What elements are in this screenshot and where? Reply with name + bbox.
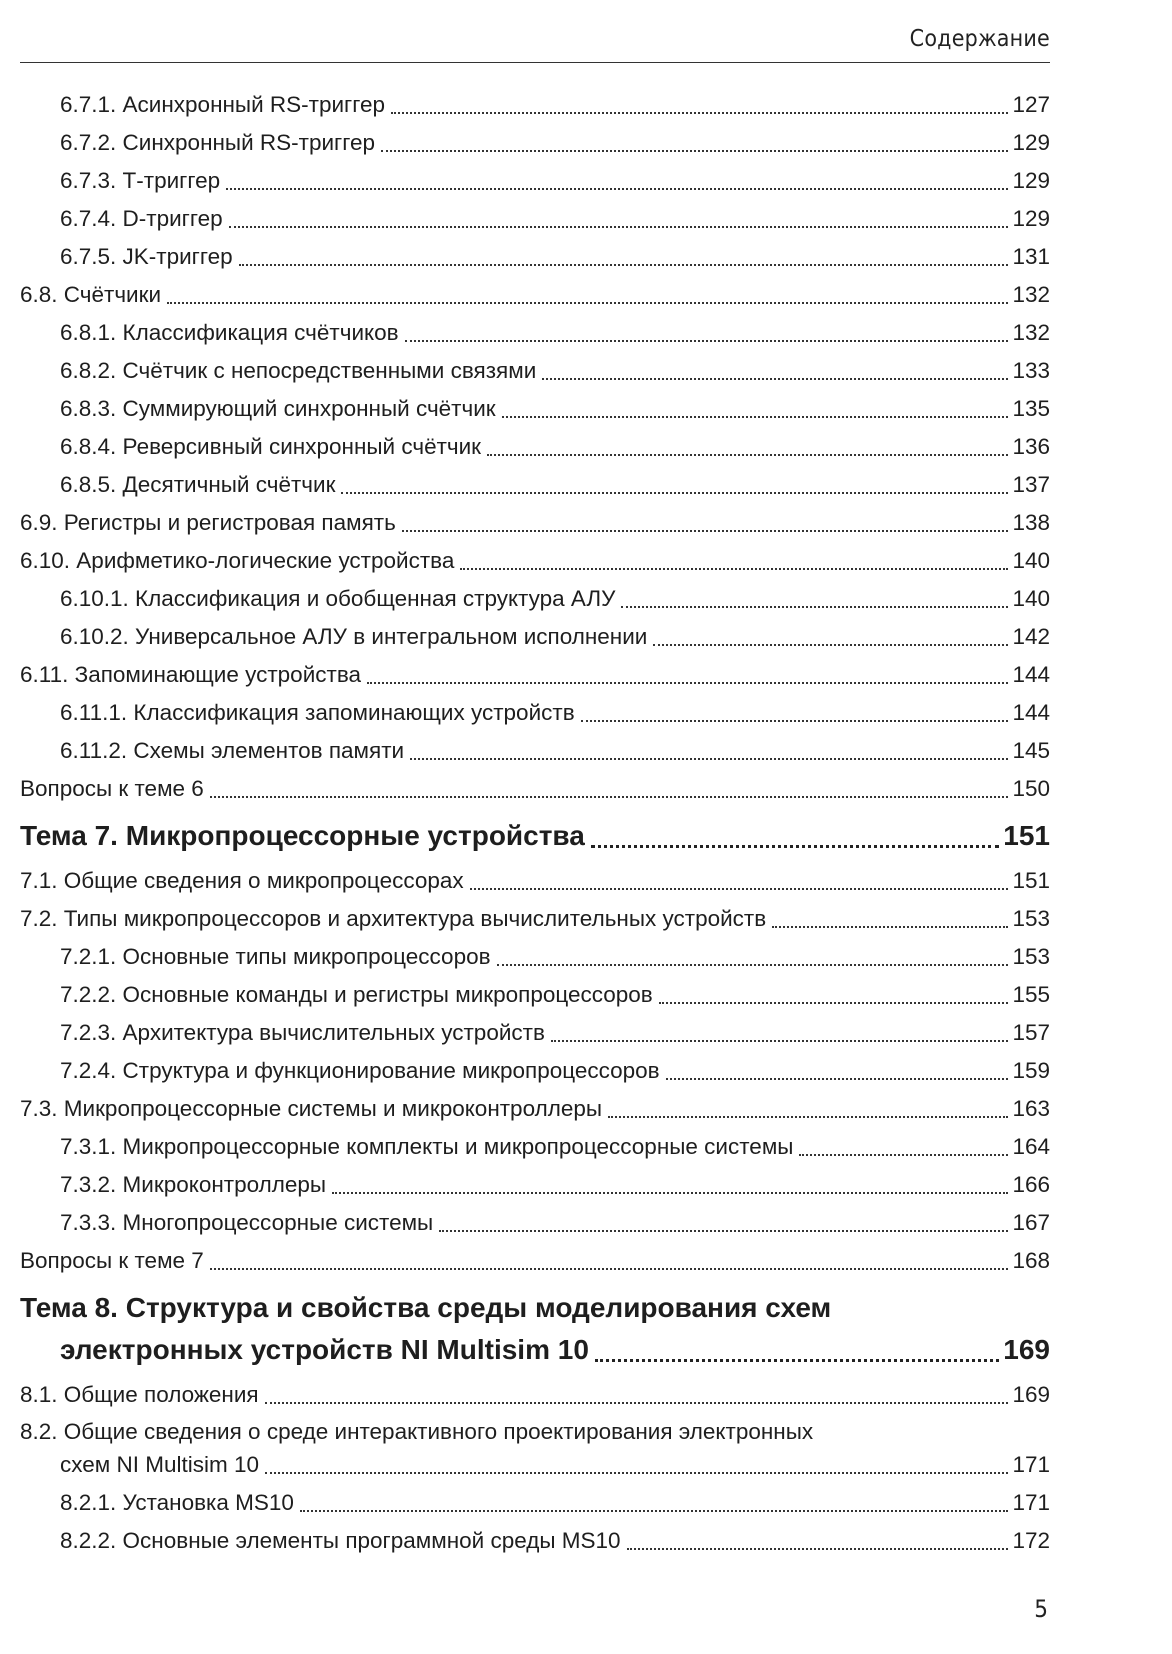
toc-page-number: 142 — [1012, 624, 1050, 649]
toc-page-number: 167 — [1012, 1210, 1050, 1235]
dot-leader — [226, 162, 1008, 200]
toc-section-entry[interactable] — [20, 1242, 1050, 1280]
toc-subsection-entry[interactable] — [20, 390, 1050, 428]
dot-leader — [666, 1052, 1009, 1090]
dot-leader — [653, 618, 1008, 656]
toc-page-number: 150 — [1012, 776, 1050, 801]
toc-subsection-entry[interactable] — [20, 314, 1050, 352]
toc-entry-title: 6.7.2. Синхронный RS-триггер — [60, 130, 375, 155]
dot-leader — [367, 656, 1008, 694]
dot-leader — [591, 822, 999, 860]
dot-leader — [542, 352, 1008, 390]
dot-leader — [659, 976, 1009, 1014]
toc-page-number: 153 — [1012, 906, 1050, 931]
dot-leader — [487, 428, 1008, 466]
toc-page-number: 127 — [1012, 92, 1050, 117]
toc-subsection-entry[interactable] — [20, 580, 1050, 618]
toc-entry-title: 8.1. Общие положения — [20, 1382, 259, 1407]
toc-topic-title[interactable]: Тема 8. Структура и свойства среды моделирования схем — [20, 1292, 832, 1323]
toc-entry-title: 7.2.2. Основные команды и регистры микропроцессоров — [60, 982, 653, 1007]
dot-leader — [608, 1090, 1008, 1128]
toc-entry-title: 6.10.1. Классификация и обобщенная структура АЛУ — [60, 586, 616, 611]
toc-page-number: 144 — [1012, 662, 1050, 687]
toc-entry-title: 6.8.1. Классификация счётчиков — [60, 320, 399, 345]
toc-section-entry[interactable] — [20, 862, 1050, 900]
dot-leader — [341, 466, 1008, 504]
toc-entry-title: 7.2.3. Архитектура вычислительных устройств — [60, 1020, 545, 1045]
toc-entry-title: 6.7.5. JK-триггер — [60, 244, 233, 269]
toc-section-title[interactable]: 8.2. Общие сведения о среде интерактивного проектирования электронных — [20, 1419, 814, 1444]
toc-page-number: 153 — [1012, 944, 1050, 969]
toc-subsection-entry[interactable] — [20, 1052, 1050, 1090]
toc-entry-title: 6.10. Арифметико-логические устройства — [20, 548, 455, 573]
dot-leader — [581, 694, 1009, 732]
toc-entry-title: 6.8.4. Реверсивный синхронный счётчик — [60, 434, 482, 459]
toc-section-entry[interactable] — [20, 770, 1050, 808]
toc-entry-title: Вопросы к теме 6 — [20, 776, 204, 801]
dot-leader — [439, 1204, 1008, 1242]
dot-leader — [239, 238, 1009, 276]
toc-entry-title: 7.2. Типы микропроцессоров и архитектура вычислительных устройств — [20, 906, 767, 931]
dot-leader — [410, 732, 1008, 770]
dot-leader — [300, 1484, 1009, 1522]
toc-page-number: 131 — [1012, 244, 1050, 269]
dot-leader — [265, 1446, 1008, 1484]
dot-leader — [772, 900, 1008, 938]
toc-entry-title: 6.8. Счётчики — [20, 282, 162, 307]
toc-entry-title: 6.8.3. Суммирующий синхронный счётчик — [60, 396, 496, 421]
toc-page-number: 163 — [1012, 1096, 1050, 1121]
toc-page-number: 144 — [1012, 700, 1050, 725]
toc-page-number: 171 — [1012, 1490, 1050, 1515]
toc-entry-title: 6.11.2. Схемы элементов памяти — [60, 738, 405, 763]
dot-leader — [229, 200, 1009, 238]
toc-subsection-entry[interactable] — [20, 1166, 1050, 1204]
toc-section-entry[interactable] — [20, 1446, 1050, 1484]
toc-page-number: 145 — [1012, 738, 1050, 763]
toc-entry-title: Вопросы к теме 7 — [20, 1248, 204, 1273]
toc-page-number: 129 — [1012, 130, 1050, 155]
toc-section-entry[interactable] — [20, 656, 1050, 694]
toc-entry-title: схем NI Multisim 10 — [60, 1452, 260, 1477]
toc-entry-title: 7.1. Общие сведения о микропроцессорах — [20, 868, 464, 893]
toc-entry-title: 6.7.3. Т-триггер — [60, 168, 221, 193]
toc-page-number: 166 — [1012, 1172, 1050, 1197]
toc-page-number: 132 — [1012, 282, 1050, 307]
toc-page-number: 159 — [1012, 1058, 1050, 1083]
dot-leader — [497, 938, 1009, 976]
toc-page-number: 164 — [1012, 1134, 1050, 1159]
dot-leader — [502, 390, 1009, 428]
toc-entry-title: 7.3.1. Микропроцессорные комплекты и микропроцессорные системы — [60, 1134, 794, 1159]
toc-subsection-entry[interactable] — [20, 86, 1050, 124]
toc-entry-title: электронных устройств NI Multisim 10 — [60, 1334, 589, 1365]
toc-page-number: 155 — [1012, 982, 1050, 1007]
dot-leader — [167, 276, 1008, 314]
toc-page-number: 137 — [1012, 472, 1050, 497]
dot-leader — [551, 1014, 1009, 1052]
page-number: 5 — [1034, 1595, 1048, 1623]
toc-page-number: 157 — [1012, 1020, 1050, 1045]
dot-leader — [405, 314, 1009, 352]
toc-entry-title: 7.3.2. Микроконтроллеры — [60, 1172, 327, 1197]
dot-leader — [621, 580, 1008, 618]
running-header: Содержание — [909, 26, 1050, 52]
dot-leader — [265, 1376, 1009, 1414]
toc-page-number: 169 — [1012, 1382, 1050, 1407]
toc-subsection-entry[interactable] — [20, 1522, 1050, 1560]
toc-subsection-entry[interactable] — [20, 618, 1050, 656]
toc-page-number: 132 — [1012, 320, 1050, 345]
toc-subsection-entry[interactable] — [20, 732, 1050, 770]
toc-subsection-entry[interactable] — [20, 1014, 1050, 1052]
toc-page-number: 169 — [1003, 1334, 1050, 1365]
header-rule — [20, 62, 1050, 63]
toc-subsection-entry[interactable] — [20, 976, 1050, 1014]
toc-entry-title: 6.7.4. D-триггер — [60, 206, 223, 231]
toc-page-number: 168 — [1012, 1248, 1050, 1273]
toc-entry-title: 6.7.1. Асинхронный RS-триггер — [60, 92, 385, 117]
toc-subsection-entry[interactable] — [20, 238, 1050, 276]
toc-entry-title: 7.3.3. Многопроцессорные системы — [60, 1210, 434, 1235]
dot-leader — [391, 86, 1008, 124]
toc-subsection-entry[interactable] — [20, 162, 1050, 200]
toc-entry-title: 6.10.2. Универсальное АЛУ в интегральном исполнении — [60, 624, 648, 649]
toc-topic-entry[interactable] — [20, 1326, 1050, 1374]
toc-section-entry[interactable] — [20, 276, 1050, 314]
toc-subsection-entry[interactable] — [20, 694, 1050, 732]
toc-entry-title: 6.11.1. Классификация запоминающих устройств — [60, 700, 575, 725]
toc-entry-title: 6.9. Регистры и регистровая память — [20, 510, 396, 535]
dot-leader — [470, 862, 1009, 900]
toc-section-entry[interactable] — [20, 542, 1050, 580]
toc-subsection-entry[interactable] — [20, 938, 1050, 976]
toc-entry-title: 8.2.2. Основные элементы программной среды MS10 — [60, 1528, 621, 1553]
toc-subsection-entry[interactable] — [20, 1484, 1050, 1522]
toc-subsection-entry[interactable] — [20, 200, 1050, 238]
toc-topic-entry[interactable] — [20, 812, 1050, 860]
dot-leader — [799, 1128, 1008, 1166]
toc-section-entry[interactable] — [20, 504, 1050, 542]
dot-leader — [402, 504, 1009, 542]
toc-page-number: 135 — [1012, 396, 1050, 421]
toc-page-number: 151 — [1003, 820, 1050, 851]
dot-leader — [332, 1166, 1008, 1204]
table-of-contents — [20, 86, 1050, 1560]
dot-leader — [381, 124, 1008, 162]
toc-section-entry[interactable] — [20, 1090, 1050, 1128]
toc-page-number: 172 — [1012, 1528, 1050, 1553]
toc-page-number: 151 — [1012, 868, 1050, 893]
toc-entry-title: 7.2.4. Структура и функционирование микропроцессоров — [60, 1058, 660, 1083]
toc-subsection-entry[interactable] — [20, 124, 1050, 162]
toc-entry-title: 8.2.1. Установка MS10 — [60, 1490, 294, 1515]
dot-leader — [595, 1336, 999, 1374]
toc-section-entry[interactable] — [20, 1376, 1050, 1414]
toc-entry-title: Тема 7. Микропроцессорные устройства — [20, 820, 585, 851]
toc-subsection-entry[interactable] — [20, 1128, 1050, 1166]
toc-page-number: 171 — [1012, 1452, 1050, 1477]
dot-leader — [627, 1522, 1009, 1560]
toc-page-number: 133 — [1012, 358, 1050, 383]
toc-page-number: 140 — [1012, 586, 1050, 611]
toc-entry-title: 6.8.5. Десятичный счётчик — [60, 472, 336, 497]
toc-section-entry[interactable] — [20, 900, 1050, 938]
toc-subsection-entry[interactable] — [20, 428, 1050, 466]
dot-leader — [210, 1242, 1009, 1280]
dot-leader — [460, 542, 1008, 580]
toc-page-number: 138 — [1012, 510, 1050, 535]
toc-entry-title: 6.11. Запоминающие устройства — [20, 662, 362, 687]
toc-page-number: 129 — [1012, 206, 1050, 231]
toc-entry-title: 7.2.1. Основные типы микропроцессоров — [60, 944, 491, 969]
toc-page-number: 136 — [1012, 434, 1050, 459]
toc-entry-title: 7.3. Микропроцессорные системы и микроконтроллеры — [20, 1096, 603, 1121]
toc-page-number: 129 — [1012, 168, 1050, 193]
dot-leader — [210, 770, 1009, 808]
toc-page-number: 140 — [1012, 548, 1050, 573]
toc-entry-title: 6.8.2. Счётчик с непосредственными связями — [60, 358, 537, 383]
toc-subsection-entry[interactable] — [20, 352, 1050, 390]
toc-subsection-entry[interactable] — [20, 1204, 1050, 1242]
toc-subsection-entry[interactable] — [20, 466, 1050, 504]
